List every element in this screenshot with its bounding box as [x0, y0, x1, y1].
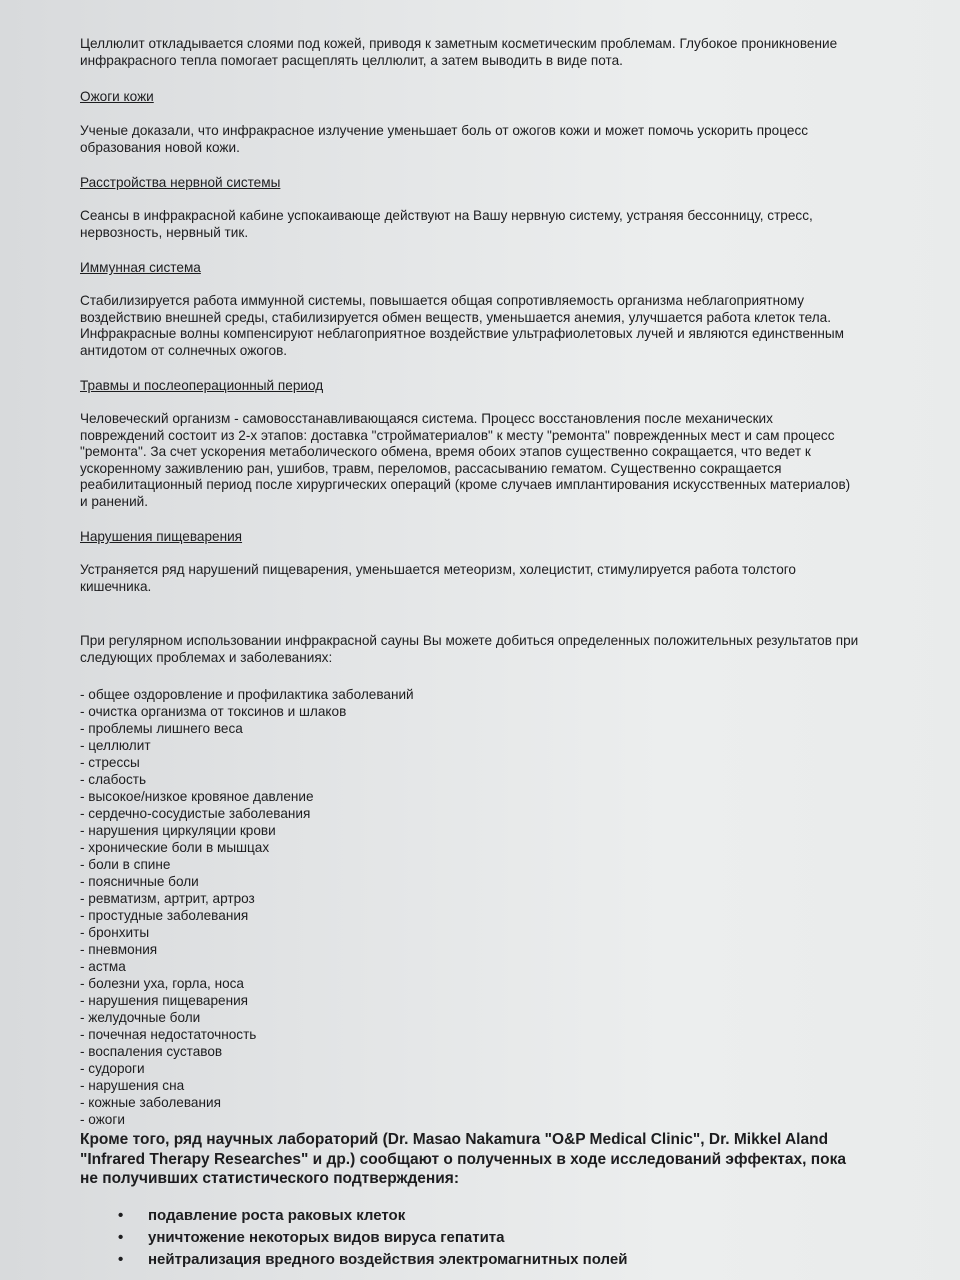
list-item: - нарушения пищеварения [80, 993, 249, 1008]
list-item: - бронхиты [80, 925, 150, 940]
list-item: - кожные заболевания [80, 1095, 221, 1110]
section-heading-burns: Ожоги кожи [80, 89, 154, 104]
bullet-item [80, 1227, 860, 1249]
list-item: - болезни уха, горла, носа [80, 976, 244, 991]
list-item: - судороги [80, 1061, 145, 1076]
list-item: - нарушения сна [80, 1078, 185, 1093]
section-body-digestion: Устраняется ряд нарушений пищеварения, уменьшается метеоризм, холецистит, стимулируется работа толстого кишечника. [80, 562, 796, 594]
section-heading-injuries: Травмы и послеоперационный период [80, 378, 324, 393]
list-item: - поясничные боли [80, 874, 199, 889]
list-item: - целлюлит [80, 738, 151, 753]
bullet-icon: • [118, 1228, 124, 1246]
bullet-text: уничтожение некоторых видов вируса гепатита [148, 1228, 505, 1246]
list-item: - проблемы лишнего веса [80, 721, 243, 736]
research-paragraph: Кроме того, ряд научных лабораторий (Dr. Masao Nakamura "O&P Medical Clinic", Dr. Mikkel Aland "Infrared Therapy Researches" и др.) сообщают о полученных в ходе исследований эффектах, пока не получивших статистического подтверждения: [80, 1131, 846, 1187]
list-item: - сердечно-сосудистые заболевания [80, 806, 311, 821]
list-item: - воспаления суставов [80, 1044, 223, 1059]
conditions-list [80, 686, 860, 1128]
list-item: - общее оздоровление и профилактика заболеваний [80, 687, 414, 702]
list-item: - очистка организма от токсинов и шлаков [80, 704, 347, 719]
list-item: - ожоги [80, 1112, 125, 1127]
bullet-item [80, 1205, 860, 1227]
bullet-text: подавление роста раковых клеток [148, 1206, 406, 1224]
effects-bullet-list [80, 1205, 860, 1271]
list-item: - высокое/низкое кровяное давление [80, 789, 314, 804]
intro-paragraph: Целлюлит откладывается слоями под кожей, приводя к заметным косметическим проблемам. Глубокое проникновение инфракрасного тепла помогает расщеплять целлюлит, а затем выводить в виде пота. [80, 36, 838, 68]
bullet-text: нейтрализация вредного воздействия электромагнитных полей [148, 1250, 628, 1268]
list-item: - стрессы [80, 755, 140, 770]
section-body-burns: Ученые доказали, что инфракрасное излучение уменьшает боль от ожогов кожи и может помочь ускорить процесс образования новой кожи. [80, 123, 809, 155]
section-body-injuries: Человеческий организм - самовосстанавливающаяся система. Процесс восстановления после механических повреждений состоит из 2-х этапов: доставка "стройматериалов" к месту "ремонта" поврежденных мест и сам процесс "ремонта". За счет ускорения метаболического обмена, время обоих этапов существенно сокращается, что ведет к ускоренному заживлению ран, ушибов, травм, переломов, рассасыванию гематом. Существенно сокращается реабилитационный период после хирургических операций (кроме случаев имплантирования искусственных материалов) и ранений. [80, 411, 851, 509]
list-item: - хронические боли в мышцах [80, 840, 270, 855]
list-item: - ревматизм, артрит, артроз [80, 891, 255, 906]
section-heading-immune-system: Иммунная система [80, 260, 201, 275]
bullet-icon: • [118, 1250, 124, 1268]
list-item: - слабость [80, 772, 147, 787]
list-item: - нарушения циркуляции крови [80, 823, 276, 838]
section-body-immune-system: Стабилизируется работа иммунной системы, повышается общая сопротивляемость организма неблагоприятному воздействию внешней среды, стабилизируется обмен веществ, уменьшается анемия, улучшается работа клеток тела. Инфракрасные волны компенсируют неблагоприятное воздействие ультрафиолетовых лучей и являются единственным антидотом от солнечных ожогов. [80, 293, 845, 358]
conditions-intro: При регулярном использовании инфракрасной сауны Вы можете добиться определенных положительных результатов при следующих проблемах и заболеваниях: [80, 633, 859, 665]
bullet-icon: • [118, 1206, 124, 1224]
list-item: - боли в спине [80, 857, 171, 872]
list-item: - пневмония [80, 942, 158, 957]
list-item: - простудные заболевания [80, 908, 249, 923]
list-item: - астма [80, 959, 126, 974]
section-heading-digestion: Нарушения пищеварения [80, 529, 243, 544]
list-item: - почечная недостаточность [80, 1027, 257, 1042]
section-heading-nervous-system: Расстройства нервной системы [80, 175, 281, 190]
list-item: - желудочные боли [80, 1010, 201, 1025]
section-body-nervous-system: Сеансы в инфракрасной кабине успокаивающе действуют на Вашу нервную систему, устраняя бессонницу, стресс, нервозность, нервный тик. [80, 208, 813, 240]
bullet-item [80, 1249, 860, 1271]
